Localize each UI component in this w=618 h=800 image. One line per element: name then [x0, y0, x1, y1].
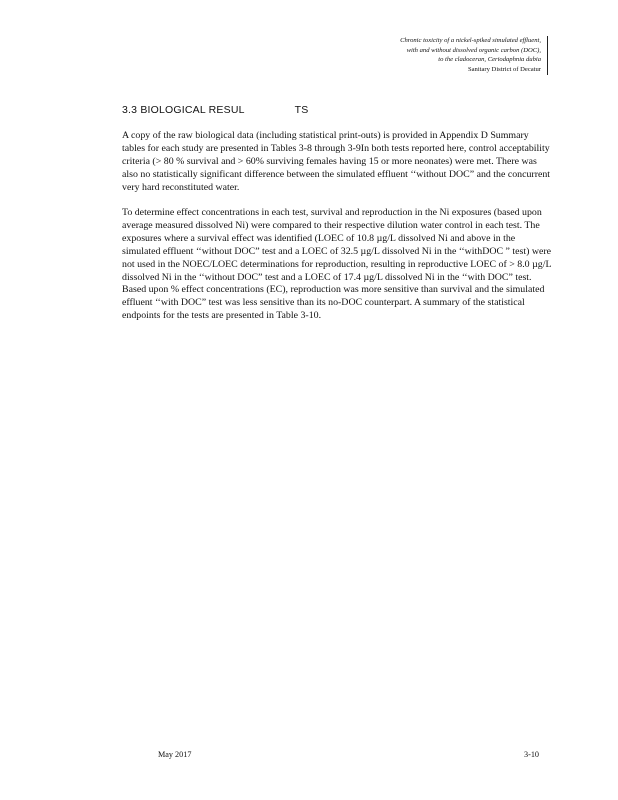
section-heading: [122, 104, 309, 116]
header-title-line-3: to the cladoceran, Ceriodaphnia dubia: [438, 56, 541, 64]
paragraph-raw-data: A copy of the raw biological data (including statistical print-outs) is provided in Appendix D Summary tables for each study are presented in Tables 3-8 through 3-9In both tests reported here, control acceptability criteria (> 80 % survival and > 60% surviving females having 15 or more neonates) were met. There was also no statistically significant difference between the simulated effluent ‘‘without DOC” and the concurrent very hard reconstituted water.: [122, 130, 551, 193]
paragraph-effect-concentrations: To determine effect concentrations in each test, survival and reproduction in the Ni exposures (based upon average measured dissolved Ni) were compared to their respective dilution water control in each test. The exposures where a survival effect was identified (LOEC of 10.8 µg/L dissolved Ni and above in the simulated effluent ‘‘without DOC” test and a LOEC of 32.5 µg/L dissolved Ni in the ‘‘withDOC ” test) were not used in the NOEC/LOEC determinations for reproduction, resulting in reproductive LOEC of > 8.0 µg/L dissolved Ni in the ‘‘without DOC” test and a LOEC of 17.4 µg/L dissolved Ni in the ‘‘with DOC” test. Based upon % effect concentrations (EC), reproduction was more sensitive than survival and the simulated effluent ‘‘with DOC” test was less sensitive than its no-DOC counterpart. A summary of the statistical endpoints for the tests are presented in Table 3-10.: [122, 207, 552, 322]
header-organization: Sanitary District of Decatur: [467, 65, 541, 73]
footer-date: May 2017: [158, 750, 192, 759]
section-heading-tail: TS: [294, 104, 309, 116]
footer-page-number: 3-10: [524, 750, 540, 759]
header-title-line-1: Chronic toxicity of a nickel-spiked simulated effluent,: [400, 37, 541, 44]
running-header: [341, 36, 548, 75]
header-title-line-2: with and without dissolved organic carbon (DOC),: [406, 46, 541, 54]
section-heading-main: 3.3 BIOLOGICAL RESUL: [122, 104, 245, 116]
